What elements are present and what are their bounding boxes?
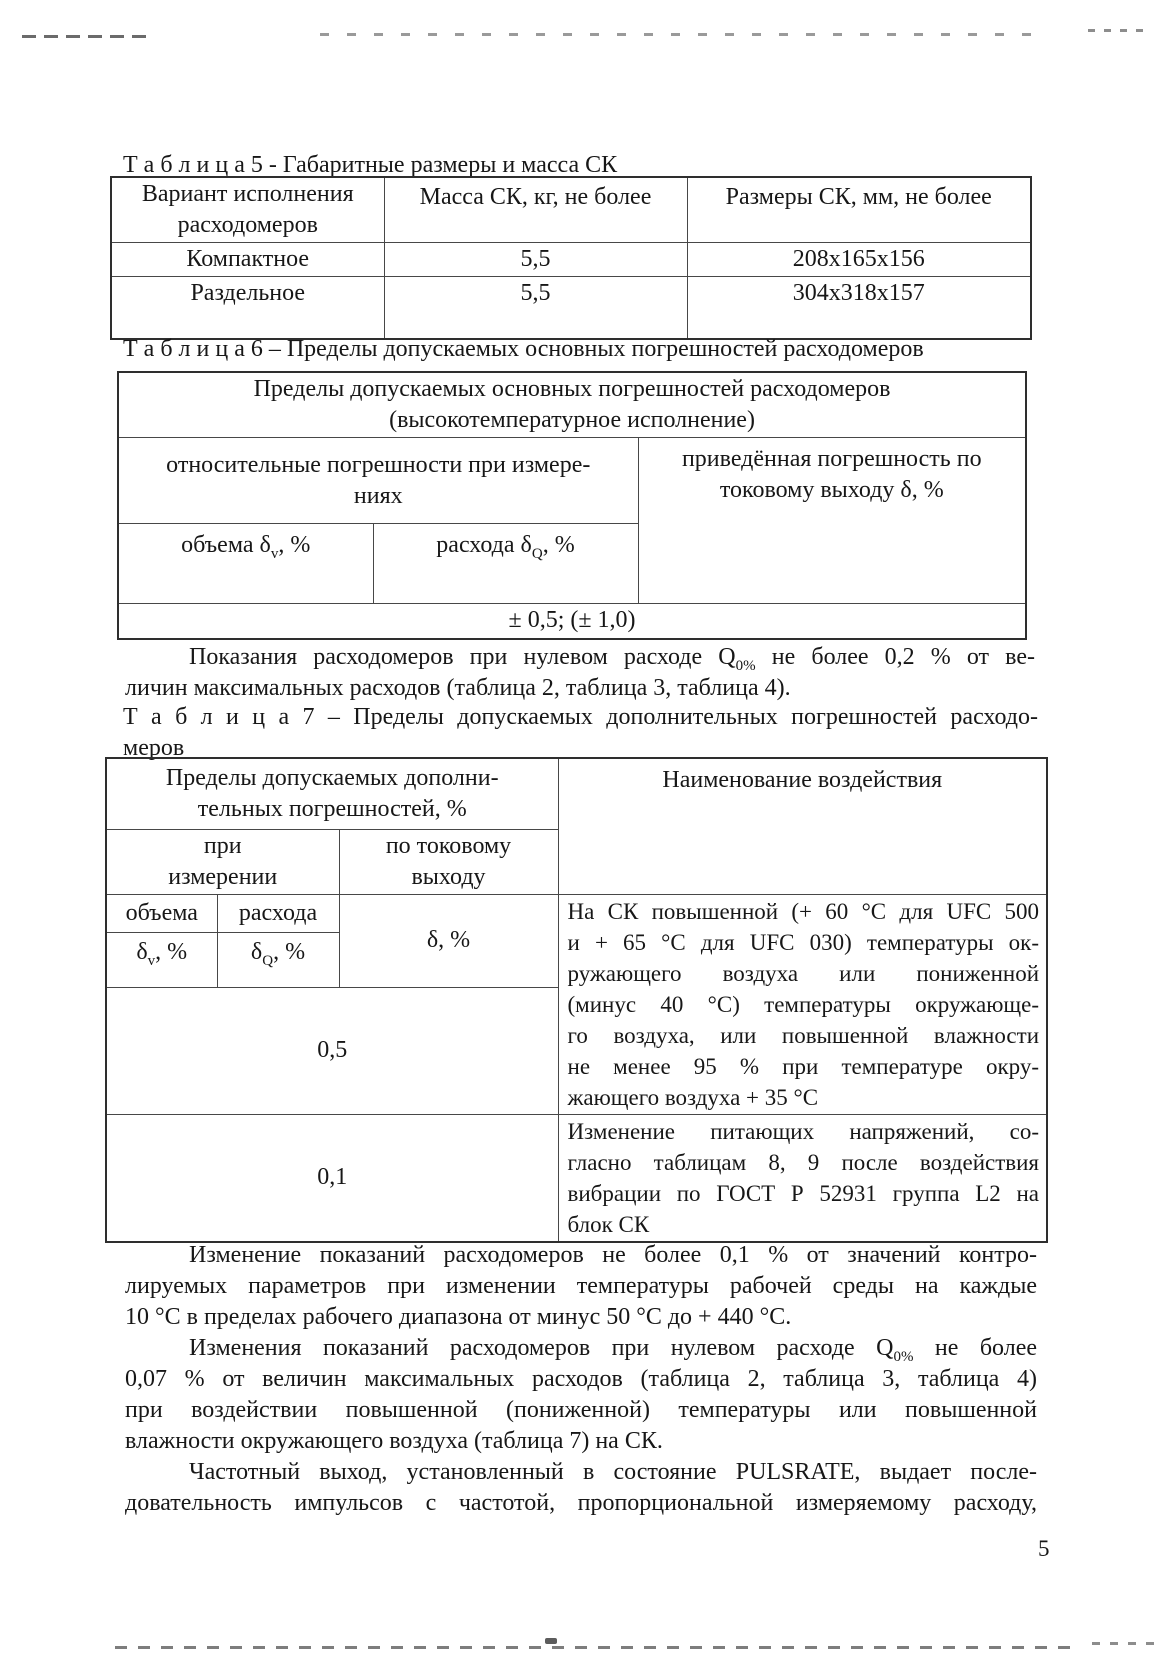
table6-volume-header	[118, 524, 373, 604]
paragraph-zero-change-rest	[125, 1364, 1037, 1457]
header-line: токовому выходу δ, %	[719, 477, 944, 503]
scan-artifact-top-left	[22, 35, 152, 38]
table6-flow-header	[373, 524, 638, 604]
label-part: , %	[542, 532, 575, 558]
text-line: при воздействии повышенной (пониженной) температуры или повышенной	[125, 1397, 1037, 1423]
table7-delta-q-label	[217, 932, 339, 988]
label-part: объема δ	[181, 532, 271, 558]
table7-delta-v-label	[106, 932, 217, 988]
text-line: гласно таблицам 8, 9 после воздействия	[567, 1149, 1040, 1175]
scan-artifact-bottom-right	[1092, 1642, 1162, 1645]
text-line: и + 65 °С для UFC 030) температуры ок-	[567, 929, 1040, 955]
text-line: Изменение питающих напряжений, со-	[567, 1118, 1040, 1144]
table7-delta-current-label: δ, %	[339, 894, 558, 988]
text-part: Показания расходомеров при нулевом расходе Q	[189, 644, 736, 670]
table5-size-cell: 208х165х156	[687, 243, 1031, 277]
table5-variant-cell: Раздельное	[111, 277, 384, 339]
paragraph-zero-reading	[125, 642, 1035, 704]
table7-value-cell: 0,5	[106, 988, 558, 1114]
text-line	[125, 1333, 1037, 1364]
table7-limits-header	[106, 758, 558, 829]
label-part: , %	[278, 532, 311, 558]
table-row	[111, 277, 1031, 339]
table7-current-output-header	[339, 829, 558, 894]
subscript: 0%	[893, 1348, 914, 1365]
table7-effect-cell-voltage	[558, 1114, 1047, 1242]
text-line: вибрации по ГОСТ Р 52931 группа L2 на	[567, 1180, 1040, 1206]
table5-title: Т а б л и ц а 5 - Габаритные размеры и масса СК	[123, 152, 618, 178]
table-row	[111, 243, 1031, 277]
text-line: довательность импульсов с частотой, пропорциональной измеряемому расходу,	[125, 1490, 1037, 1516]
page-number: 5	[1038, 1536, 1050, 1561]
text-line: 0,07 % от величин максимальных расходов (таблица 2, таблица 3, таблица 4)	[125, 1366, 1037, 1392]
table7-volume-label: объема	[106, 894, 217, 932]
table6-limits-value: ± 0,5; (± 1,0)	[118, 604, 1026, 639]
table5-mass-cell: 5,5	[384, 277, 687, 339]
header-line: (высокотемпературное исполнение)	[389, 407, 755, 433]
text-line: го воздуха, или повышенной влажности	[567, 1022, 1040, 1048]
table6-reduced-error-header	[638, 438, 1026, 604]
subscript: Q	[262, 952, 274, 969]
subscript: v	[270, 545, 279, 562]
table6-span-header	[118, 372, 1026, 438]
header-line: Пределы допускаемых основных погрешностей расходомеров	[253, 376, 891, 402]
table5-dimensions-mass	[110, 176, 1032, 340]
bottom-paragraphs	[125, 1240, 1037, 1519]
text-line: 10 °С в пределах рабочего диапазона от минус 50 °С до + 440 °С.	[125, 1304, 792, 1330]
label-part: , %	[273, 938, 306, 965]
text-line: личин максимальных расходов (таблица 2, таблица 3, таблица 4).	[125, 675, 791, 701]
header-line: тельных погрешностей, %	[197, 795, 467, 822]
text-line: Изменение показаний расходомеров не более 0,1 % от значений контро-	[189, 1242, 1037, 1268]
table5-header-size: Размеры СК, мм, не более	[687, 177, 1031, 243]
table5-mass-cell: 5,5	[384, 243, 687, 277]
label-part: δ	[250, 938, 263, 965]
table7-measure-header	[106, 829, 339, 894]
paragraph-pulsrate	[125, 1457, 1037, 1519]
table5-variant-cell: Компактное	[111, 243, 384, 277]
text-line: (минус 40 °С) температуры окружающе-	[567, 991, 1040, 1017]
text-line: не менее 95 % при температуре окру-	[567, 1053, 1040, 1079]
header-line: Пределы допускаемых дополни-	[165, 764, 499, 791]
table7-effect-cell-temperature	[558, 894, 1047, 1114]
text-line: влажности окружающего воздуха (таблица 7) на СК.	[125, 1428, 663, 1454]
table5-header-variant	[111, 177, 384, 243]
text-line: На СК повышенной (+ 60 °С для UFC 500	[567, 898, 1040, 924]
text-line: меров	[123, 735, 185, 761]
paragraph-temp-change	[125, 1240, 1037, 1333]
table5-size-cell: 304х318х157	[687, 277, 1031, 339]
header-line: ниях	[353, 482, 403, 509]
scan-artifact-top-middle	[320, 33, 1035, 36]
header-line: по токовому	[385, 832, 512, 859]
scan-artifact-top-right	[1088, 29, 1143, 32]
text-part: не более 0,2 % от ве-	[755, 644, 1036, 670]
table6-basic-errors	[117, 371, 1027, 640]
table5-header-mass: Масса СК, кг, не более	[384, 177, 687, 243]
subscript: v	[147, 952, 156, 969]
paragraph-zero-change	[125, 1333, 1037, 1457]
text-line: Т а б л и ц а 7 – Пределы допускаемых дополнительных погрешностей расходо-	[123, 704, 1038, 730]
text-line: ружающего воздуха или пониженной	[567, 960, 1040, 986]
text-line: лируемых параметров при изменении температуры рабочей среды на каждые	[125, 1273, 1037, 1299]
header-line: Вариант исполнения	[141, 181, 354, 207]
header-line: при	[203, 832, 242, 859]
header-line: расходомеров	[177, 212, 318, 238]
text-part: не более	[913, 1335, 1037, 1361]
table6-title: Т а б л и ц а 6 – Пределы допускаемых основных погрешностей расходомеров	[123, 336, 924, 362]
text-line: блок СК	[567, 1211, 650, 1237]
scan-artifact-bottom	[115, 1646, 1070, 1649]
text-line	[125, 642, 1035, 673]
header-line: относительные погрешности при измере-	[166, 451, 591, 478]
table7-value-cell: 0,1	[106, 1114, 558, 1242]
header-line: измерении	[168, 863, 278, 890]
table6-relative-header	[118, 438, 638, 524]
text-line: жающего воздуха + 35 °С	[567, 1084, 819, 1110]
header-line: выходу	[411, 863, 486, 890]
header-line: приведённая погрешность по	[681, 446, 982, 472]
label-part: расхода δ	[436, 532, 532, 558]
subscript: Q	[531, 545, 543, 562]
scan-artifact-spot	[545, 1638, 557, 1644]
label-part: , %	[155, 938, 188, 965]
table7-flow-label: расхода	[217, 894, 339, 932]
table7-title	[123, 702, 1038, 764]
text-part: Изменения показаний расходомеров при нулевом расходе Q	[189, 1335, 894, 1361]
subscript: 0%	[735, 657, 756, 674]
text-line: Частотный выход, установленный в состояние PULSRATE, выдает после-	[189, 1459, 1037, 1485]
table7-additional-errors	[105, 757, 1048, 1243]
table7-effect-header: Наименование воздействия	[558, 758, 1047, 894]
label-part: δ	[136, 938, 148, 965]
